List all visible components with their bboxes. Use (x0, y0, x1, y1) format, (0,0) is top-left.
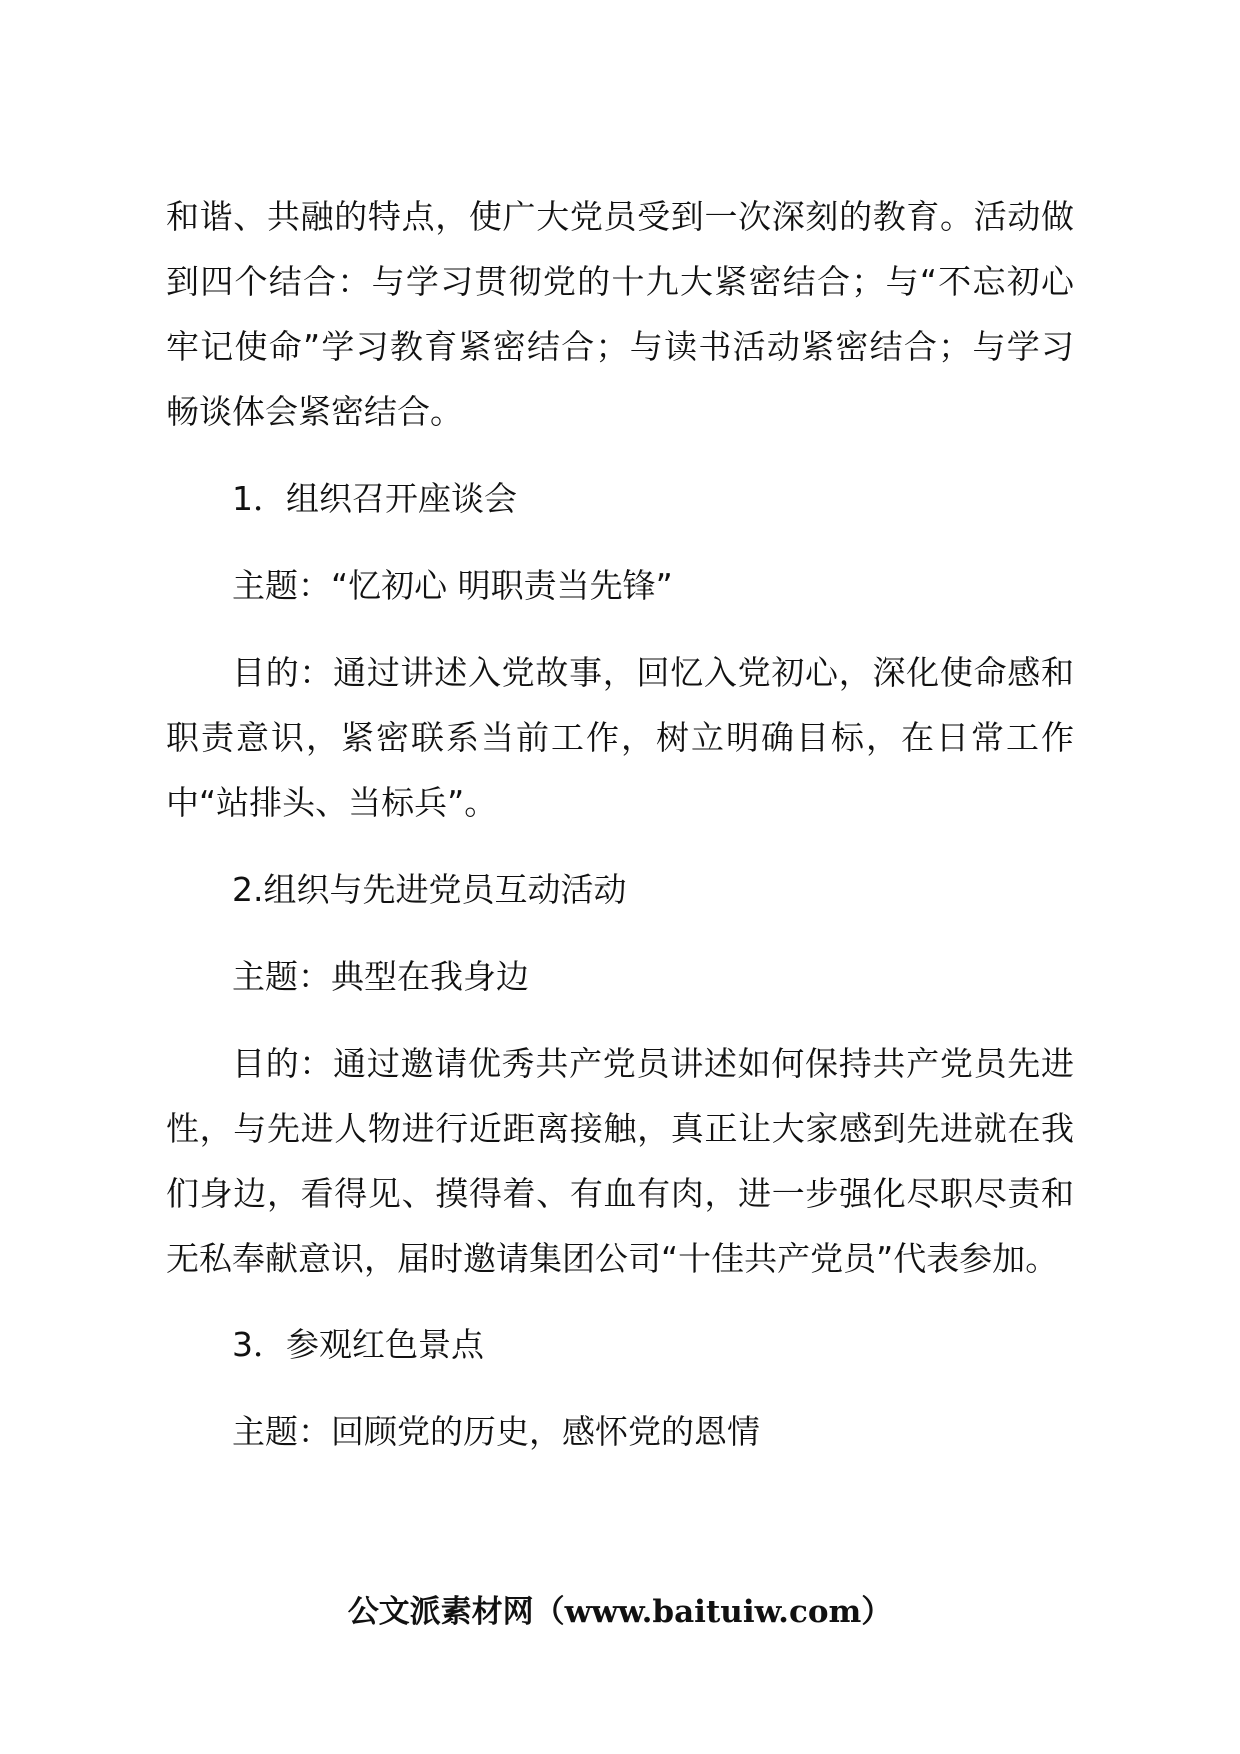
section-heading-1: 1．组织召开座谈会 (232, 479, 517, 518)
section-1-theme: 主题：“忆初心 明职责当先锋” (232, 566, 673, 605)
document-body (166, 184, 1074, 1464)
section-1-purpose: 目的：通过讲述入党故事，回忆入党初心，深化使命感和职责意识，紧密联系当前工作，树立明确目标，在日常工作中“站排头、当标兵”。 (166, 653, 1074, 822)
section-3-theme: 主题：回顾党的历史，感怀党的恩情 (232, 1412, 760, 1451)
section-2-purpose: 目的：通过邀请优秀共产党员讲述如何保持共产党员先进性，与先进人物进行近距离接触，真正让大家感到先进就在我们身边，看得见、摸得着、有血有肉，进一步强化尽职尽责和无私奉献意识，届时邀请集团公司“十佳共产党员”代表参加。 (166, 1044, 1074, 1278)
section-heading-3: 3．参观红色景点 (232, 1325, 484, 1364)
footer-watermark: 公文派素材网（www.baituiw.com） (347, 1594, 893, 1630)
section-heading-2: 2.组织与先进党员互动活动 (232, 870, 627, 909)
section-2-theme: 主题：典型在我身边 (232, 957, 529, 996)
paragraph-continuation: 和谐、共融的特点，使广大党员受到一次深刻的教育。活动做到四个结合：与学习贯彻党的十九大紧密结合；与“不忘初心牢记使命”学习教育紧密结合；与读书活动紧密结合；与学习畅谈体会紧密结合。 (166, 197, 1074, 431)
